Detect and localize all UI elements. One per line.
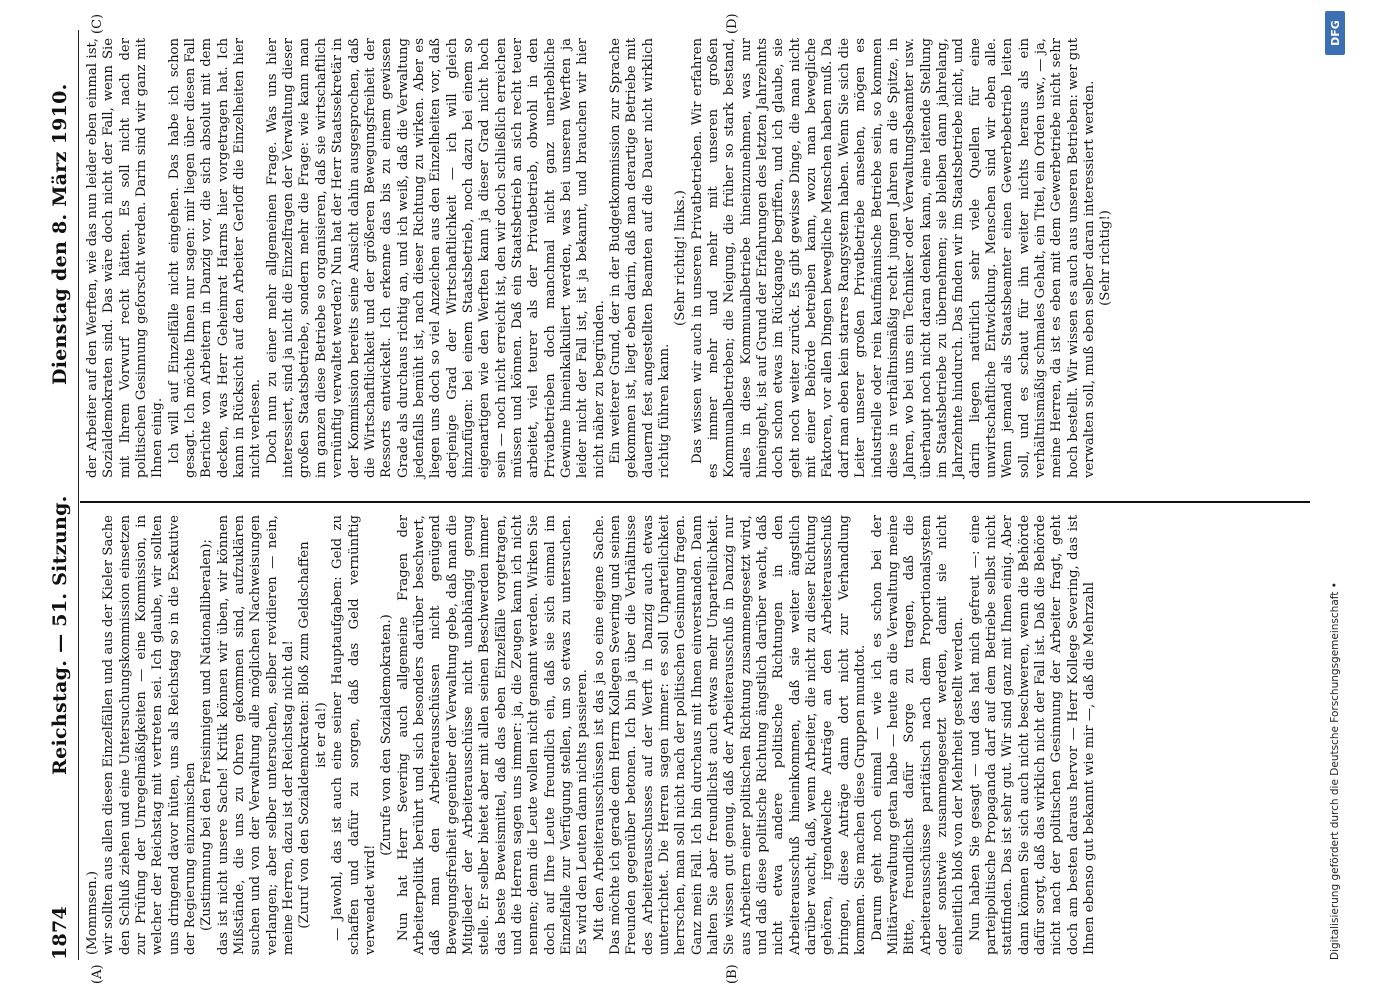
header-title: Reichstag. — 51. Sitzung. [49, 495, 71, 775]
body-paragraph: — Jawohl, das ist auch eine seiner Hauptaufgaben: Geld zu schaffen und dafür zu sorgen, daß das Geld vernünftig verwendet wird! [330, 515, 378, 955]
body-paragraph: der Arbeiter auf den Werften, wie das nun leider eben einmal ist, Sozialdemokraten sind. Das wäre doch nicht der Fall, wenn Sie mit Ihrem Vorwurf recht hätten. Es soll nicht nach der politischen Gesinnung geforscht werden. Darin sind wir ganz mit Ihnen einig. [85, 38, 166, 478]
interjection-paragraph: (Zurufe von den Sozialdemokraten.) [379, 614, 395, 856]
interjection-paragraph: (Zuruf von den Sozialdemokraten: Bloß zum Geldschaffen ist er da!) [297, 541, 329, 929]
header-date: Dienstag den 8. März 1910. [49, 83, 71, 385]
header-rule [78, 30, 79, 960]
interjection-paragraph: (Sehr richtig!) [1098, 210, 1114, 306]
page-number: 1874 [49, 905, 71, 960]
margin-label-b: (B) [725, 964, 740, 984]
margin-label-c: (C) [90, 13, 105, 34]
body-paragraph: Das wissen wir auch in unseren Privatbetrieben. Wir erfahren es immer mehr und mehr mit unseren großen Kommunalbetrieben; die Neigung, die früher so stark bestand, alles in diese Kommunalbetriebe hineinzunehmen, was nur hineingeht, ist auf Grund der Erfahrungen des letzten Jahrzehnts doch schon etwas im Rückgange begriffen, und ich glaube, sie geht noch weiter zurück. Es gibt gewisse Dinge, die man nicht mit einer Behörde betreiben kann, wozu man bewegliche Faktoren, vor allen Dingen bewegliche Menschen haben muß. Da darf man eben kein starres Rangsystem haben. Wenn Sie sich die Leiter unserer großen Privatbetriebe ansehen, mögen es industrielle oder rein kaufmännische Betriebe sein, so kommen diese in verhältnismäßig recht jungen Jahren an die Spitze, in Jahren, wo bei uns ein Techniker oder Verwaltungsbeamter usw. überhaupt noch nicht daran denken kann, eine leitende Stellung im Staatsbetriebe zu übernehmen; sie bleiben dann jahrelang, Jahrzehnte hindurch. Das finden wir im Staatsbetriebe nicht, und darin liegen natürlich sehr viele Quellen für eine unwirtschaftliche Entwicklung. Menschen sind wir eben alle. Wenn jemand als Staatsbeamter einen Gewerbebetrieb leiten soll, und es schaut für ihn weiter nichts heraus als ein verhältnismäßig schmales Gehalt, ein Titel, ein Orden usw., — ja, meine Herren, da ist es eben mit dem Gewerbetriebe nicht sehr hoch bestellt. Wir wissen es auch aus unseren Betrieben: wer gut verwalten soll, muß eben selber daran interessiert werden. [689, 38, 1097, 478]
interjection-paragraph: (Sehr richtig! links.) [673, 190, 689, 326]
left-text-column [85, 515, 1098, 955]
body-paragraph: Doch nun zu einer mehr allgemeinen Frage. Was uns hier interessiert, sind ja nicht die Einzelfragen der Verwaltung dieser großen Staatsbetriebe, sondern mehr die Frage: wie kann man im ganzen diese Betriebe so organisieren, daß sie wirtschaftlich vernünftig verwaltet werden? Nun hat der Herr Staatssekretär in der Kommission bereits seine Ansicht dahin ausgesprochen, daß die Wirtschaftlichkeit und der größeren Bewegungsfreiheit der Ressorts entwickelt. Ich erkenne das bis zu einem gewissen Grade als durchaus richtig an, und ich weiß, daß die Verwaltung jedenfalls bemüht ist, nach dieser Richtung zu wirken. Aber es liegen uns doch so viel Anzeichen aus den Einzelheiten vor, daß derjenige Grad der Wirtschaftlichkeit — ich will gleich hinzufügen: bei einem Staatsbetrieb, noch dazu bei einem so eigenartigen wie den Werften kann ja dieser Grad nicht hoch sein — noch nicht erreicht ist, den wir doch schließlich erreichen müssen und können. Daß ein Staatsbetrieb an sich recht teuer arbeitet, viel teurer als der Privatbetrieb, obwohl in den Privatbetrieben doch manchmal nicht ganz unerhebliche Gewinne hineinkalkuliert werden, was bei unseren Werften ja leider nicht der Fall ist, ist ja bekannt, und brauchen wir hier nicht näher zu begründen. [264, 38, 607, 478]
margin-label-a: (A) [90, 964, 105, 984]
body-paragraph: Ich will auf Einzelfälle nicht eingehen. Das habe ich schon gesagt. Ich möchte Ihnen nur sagen: mir liegen über diesen Fall Berichte von Arbeitern in Danzig vor, die sich absolut mit dem decken, was Herr Geheimrat Harms hier vorgetragen hat. Ich kann in Rücksicht auf den Arbeiter Gerloff die Einzelheiten hier nicht verlesen. [166, 38, 264, 478]
body-paragraph: Ein weiterer Grund, der in der Budgetkommission zur Sprache gekommen ist, liegt eben darin, daß man derartige Betriebe mit dauernd fest angestellten Beamten auf die Dauer nicht wirklich richtig führen kann. [608, 38, 673, 478]
page-header [45, 30, 77, 960]
right-text-column [85, 38, 1115, 478]
body-paragraph: das ist nicht unsere Sache! Kritik können wir üben, wir können Mißstände, die uns zu Ohren gekommen sind, aufzuklären suchen und von der Verwaltung alle möglichen Nachweisungen verlangen; aber selber untersuchen, selber revidieren — nein, meine Herren, dazu ist der Reichstag nicht da! [215, 515, 297, 955]
body-paragraph: wir sollten aus allen diesen Einzelfällen und aus der Kieler Sache den Schluß ziehen und eine Untersuchungskommission einsetzen zur Prüfung der Unregelmäßigkeiten — eine Kommission, in welcher der Reichstag mit vertreten sei. Ich glaube, wir sollten uns dringend davor hüten, uns als Reichstag so in die Exekutive der Regierung einzumischen [101, 515, 199, 955]
column-divider [80, 501, 1310, 503]
body-paragraph: Nun hat Herr Severing auch allgemeine Fragen der Arbeiterpolitik berührt und sich besonders darüber beschwert, daß man den Arbeiterausschüssen nicht genügend Bewegungsfreiheit gegenüber der Verwaltung gebe, daß man die Mitglieder der Arbeiterausschüsse nicht unabhängig genug stelle. Er selber bietet aber mit allen seinen Beschwerden immer das beste Beweismittel, daß das eben Einzelfälle vorgetragen, und die Herren sagen uns immer: ja, die Zeugen kann ich nicht nennen; denn die Leute wollen nicht genannt werden. Wirken Sie doch auf Ihre Leute freundlich ein, daß sie sich einmal im Einzelfalle zur Verfügung stellen, um so etwas zu untersuchen. Es wird den Leuten dann nichts passieren. [395, 515, 591, 955]
dfg-logo: DFG [1325, 11, 1345, 55]
body-paragraph: Mit den Arbeiterausschüssen ist das ja so eine eigene Sache. Das möchte ich gerade dem Herrn Kollegen Severing und seinen Freunden gegenüber betonen. Ich bin ja über die Verhältnisse des Arbeiterausschusses auf der Werft in Danzig auch etwas unterrichtet. Die Herren sagen immer: es soll Unparteilichkeit herrschen, man soll nicht nach der politischen Gesinnung fragen. Ganz mein Fall. Ich bin durchaus mit Ihnen einverstanden. Dann halten Sie aber freundlichst auch etwas mehr Unparteilichkeit. Sie wissen gut genug, daß der Arbeiterausschuß in Danzig nur aus Arbeitern einer politischen Richtung zusammengesetzt wird, und daß diese politische Richtung ängstlich darüber wacht, daß nicht etwa andere politische Richtungen in den Arbeiterausschuß hineinkommen, daß sie weiter ängstlich darüber wacht, daß, wenn Arbeiter, die nicht zu dieser Richtung gehören, irgendwelche Anträge an den Arbeiterausschuß bringen, diese Anträge dann dort nicht zur Verhandlung kommen. Sie machen diese Gruppen mundtot. [591, 515, 869, 955]
stamp-text: Digitalisierung gefördert durch die Deutsche Forschungsgemeinschaft • [1329, 582, 1341, 960]
speaker-name: (Mommsen.) [85, 871, 100, 955]
body-paragraph: Nun haben Sie gesagt — und das hat mich gefreut —: eine parteipolitische Propaganda darf auf dem Betriebe selbst nicht stattfinden. Das ist sehr gut. Wir sind ganz mit Ihnen einig. Aber dann können Sie sich auch nicht beschweren, wenn die Behörde dafür sorgt, daß das wirklich nicht der Fall ist. Daß die Behörde nicht nach der politischen Gesinnung der Arbeiter fragt, geht doch am besten daraus hervor — Herr Kollege Severing, das ist Ihnen ebenso gut bekannt wie mir —, daß die Mehrzahl [967, 515, 1097, 955]
interjection-paragraph: (Zustimmung bei den Freisinnigen und Nationalliberalen); [199, 539, 215, 931]
margin-label-d: (D) [725, 13, 740, 34]
body-paragraph: Darum geht noch einmal — wie ich es schon bei der Militärverwaltung getan habe — heute an die Verwaltung meine Bitte, freundlichst dafür Sorge zu tragen, daß die Arbeiterausschüsse paritätisch nach dem Proportionalsystem oder sonstwie zusammengesetzt werden, damit sie nicht einheitlich bloß von der Mehrheit gestellt werden. [869, 515, 967, 955]
